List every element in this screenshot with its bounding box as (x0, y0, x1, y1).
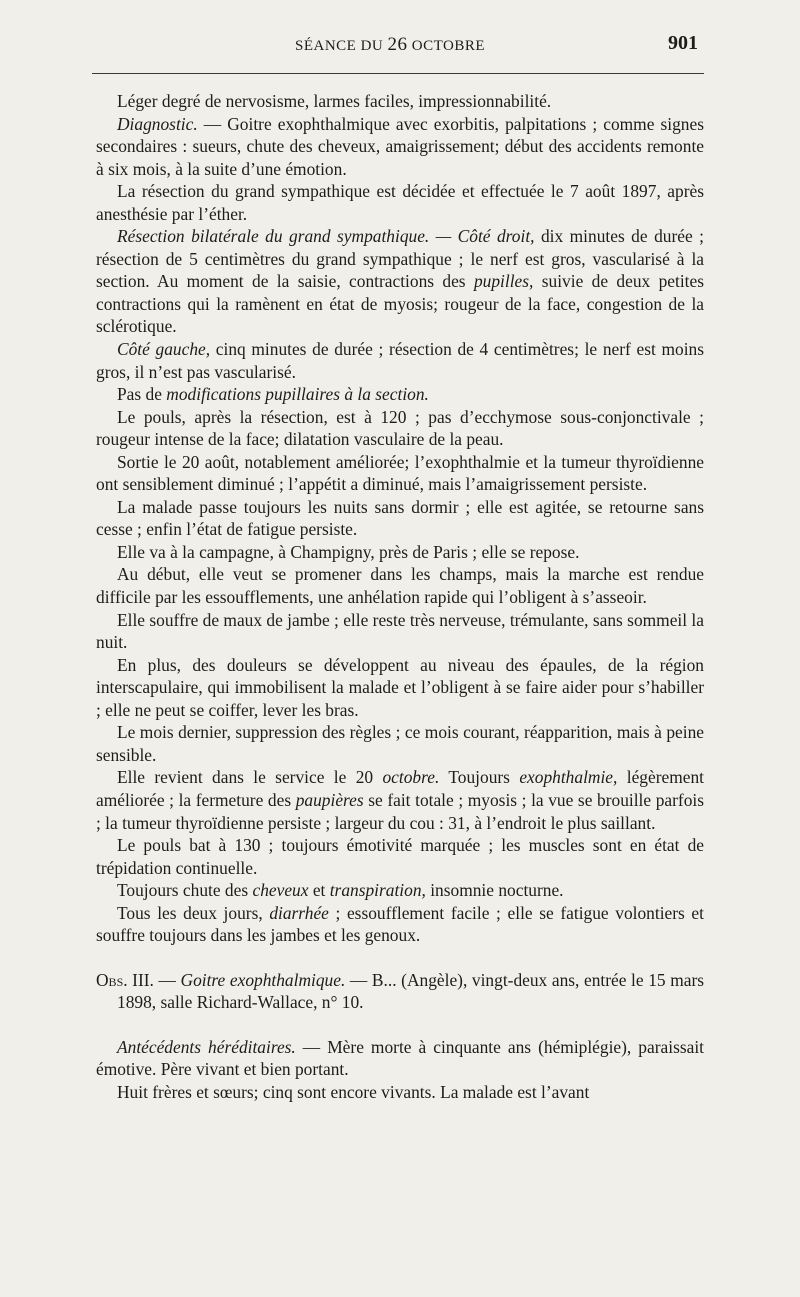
text-run: — Mère morte à cinquante ans (hémiplégie), paraissait émotive. Père vivant et bien portant. (96, 1036, 704, 1080)
text-run: Sortie le 20 août, notablement améliorée; l’exophthalmie et la tumeur thyroïdienne ont sensiblement diminué ; l’appétit a diminué, mais l’amaigrissement persiste. (96, 451, 704, 495)
text-run: — B... (Angèle), vingt-deux ans, entrée le 15 mars 1898, salle Richard-Wallace, n° 10. (117, 969, 705, 1013)
paragraph (96, 834, 704, 879)
section-gap (96, 947, 704, 969)
italic-run: Résection bilatérale du grand sympathique. — Côté droit, (117, 226, 535, 247)
text-run: Le pouls, après la résection, est à 120 ; pas d’ecchymose sous-conjonctivale ; rougeur intense de la face; dilatation vasculaire de la peau. (96, 406, 704, 450)
paragraph (96, 902, 704, 947)
page-header (0, 34, 800, 58)
text-run: Pas de (117, 384, 167, 405)
running-title-date: 26 (387, 34, 408, 55)
text-run: ; essoufflement facile ; elle se fatigue volontiers et souffre toujours dans les jambes et les genoux. (96, 902, 704, 946)
body-text (96, 90, 704, 1104)
paragraph (96, 496, 704, 541)
text-run: Léger degré de nervosisme, larmes faciles, impressionnabilité. (117, 91, 552, 111)
paragraph (96, 1081, 704, 1104)
text-run: se fait totale ; myosis ; la vue se brouille parfois ; la tumeur thyroïdienne persiste ; largeur du cou : 31, à l’endroit le plus saillant. (96, 789, 704, 833)
italic-run: modifications pupillaires à la section. (166, 384, 429, 405)
section-gap (96, 1014, 704, 1036)
paragraph (96, 338, 704, 383)
page-number: 901 (668, 32, 698, 54)
italic-run: Diagnostic. (117, 113, 198, 134)
text-run: Elle va à la campagne, à Champigny, près de Paris ; elle se repose. (117, 541, 580, 562)
running-title (295, 34, 485, 56)
paragraph (96, 766, 704, 834)
case-paragraphs (96, 90, 704, 947)
italic-run: transpiration, (329, 880, 426, 901)
paragraph (96, 406, 704, 451)
italic-run: octobre. (382, 767, 440, 788)
paragraph (96, 451, 704, 496)
paragraph (96, 563, 704, 608)
italic-run: exophthalmie, (519, 767, 618, 788)
paragraph (96, 721, 704, 766)
header-rule (92, 73, 704, 74)
italic-run: diarrhée (269, 902, 329, 923)
text-run: Toujours (439, 767, 520, 788)
running-title-month: OCTOBRE (411, 38, 485, 54)
text-run: et (308, 880, 330, 901)
observation-label: Obs. III. (96, 969, 154, 990)
paragraph (96, 383, 704, 406)
paragraph (96, 113, 704, 181)
italic-run: cheveux (252, 880, 309, 901)
text-run: Au début, elle veut se promener dans les champs, mais la marche est rendue difficile par les essoufflements, une anhélation rapide qui l’obligent à s’asseoir. (96, 564, 704, 608)
text-run: cinq minutes de durée ; résection de 4 centimètres; le nerf est moins gros, il n’est pas vascularisé. (96, 339, 704, 382)
text-run: insomnie nocturne. (425, 880, 564, 901)
text-run: Tous les deux jours, (117, 902, 270, 923)
text-run: Toujours chute des (117, 880, 253, 901)
paragraph (96, 609, 704, 654)
paragraph (96, 541, 704, 564)
paragraph (96, 654, 704, 722)
observation-paragraphs (96, 1036, 704, 1104)
text-run: Huit frères et sœurs; cinq sont encore vivants. La malade est l’avant (117, 1081, 590, 1102)
text-run: — (153, 969, 181, 990)
text-run: Elle souffre de maux de jambe ; elle reste très nerveuse, trémulante, sans sommeil la nuit. (96, 609, 704, 653)
text-run: suivie de deux petites contractions qui la ramènent en état de myosis; rougeur de la face, congestion de la sclérotique. (96, 271, 704, 337)
text-run: Elle revient dans le service le 20 (117, 767, 383, 788)
paragraph (96, 180, 704, 225)
observation-heading (96, 969, 704, 1014)
text-run: La malade passe toujours les nuits sans dormir ; elle est agitée, se retourne sans cesse ; enfin l’état de fatigue persiste. (96, 496, 704, 540)
paragraph (96, 90, 704, 113)
italic-run: Côté gauche, (117, 339, 211, 360)
text-run: — Goitre exophthalmique avec exorbitis, palpitations ; comme signes secondaires : sueurs, chute des cheveux, amaigrissement; début des accidents remonte à six mois, à la suite d’une émotion. (96, 113, 704, 179)
italic-run: paupières (295, 789, 364, 810)
running-title-part: SÉANCE DU (295, 38, 384, 54)
text-run: légèrement améliorée ; la fermeture des (96, 767, 704, 810)
text-run: Le pouls bat à 130 ; toujours émotivité marquée ; les muscles sont en état de trépidation continuelle. (96, 835, 704, 878)
italic-run: Antécédents héréditaires. (117, 1036, 296, 1057)
italic-run: pupilles, (473, 271, 534, 292)
paragraph (96, 1036, 704, 1081)
text-run: Le mois dernier, suppression des règles ; ce mois courant, réapparition, mais à peine sensible. (96, 722, 704, 765)
text-run: La résection du grand sympathique est décidée et effectuée le 7 août 1897, après anesthésie par l’éther. (96, 181, 704, 224)
paragraph (96, 225, 704, 338)
italic-run: Goitre exophthalmique. (180, 969, 346, 990)
paragraph (96, 879, 704, 902)
text-run: dix minutes de durée ; résection de 5 centimètres du grand sympathique ; le nerf est gros, vascularisé à la section. Au moment de la saisie, contractions des (96, 226, 704, 292)
text-run: En plus, des douleurs se développent au niveau des épaules, de la région interscapulaire, qui immobilisent la malade et l’obligent à se faire aider pour s’habiller ; elle ne peut se coiffer, lever les bras. (96, 654, 704, 720)
